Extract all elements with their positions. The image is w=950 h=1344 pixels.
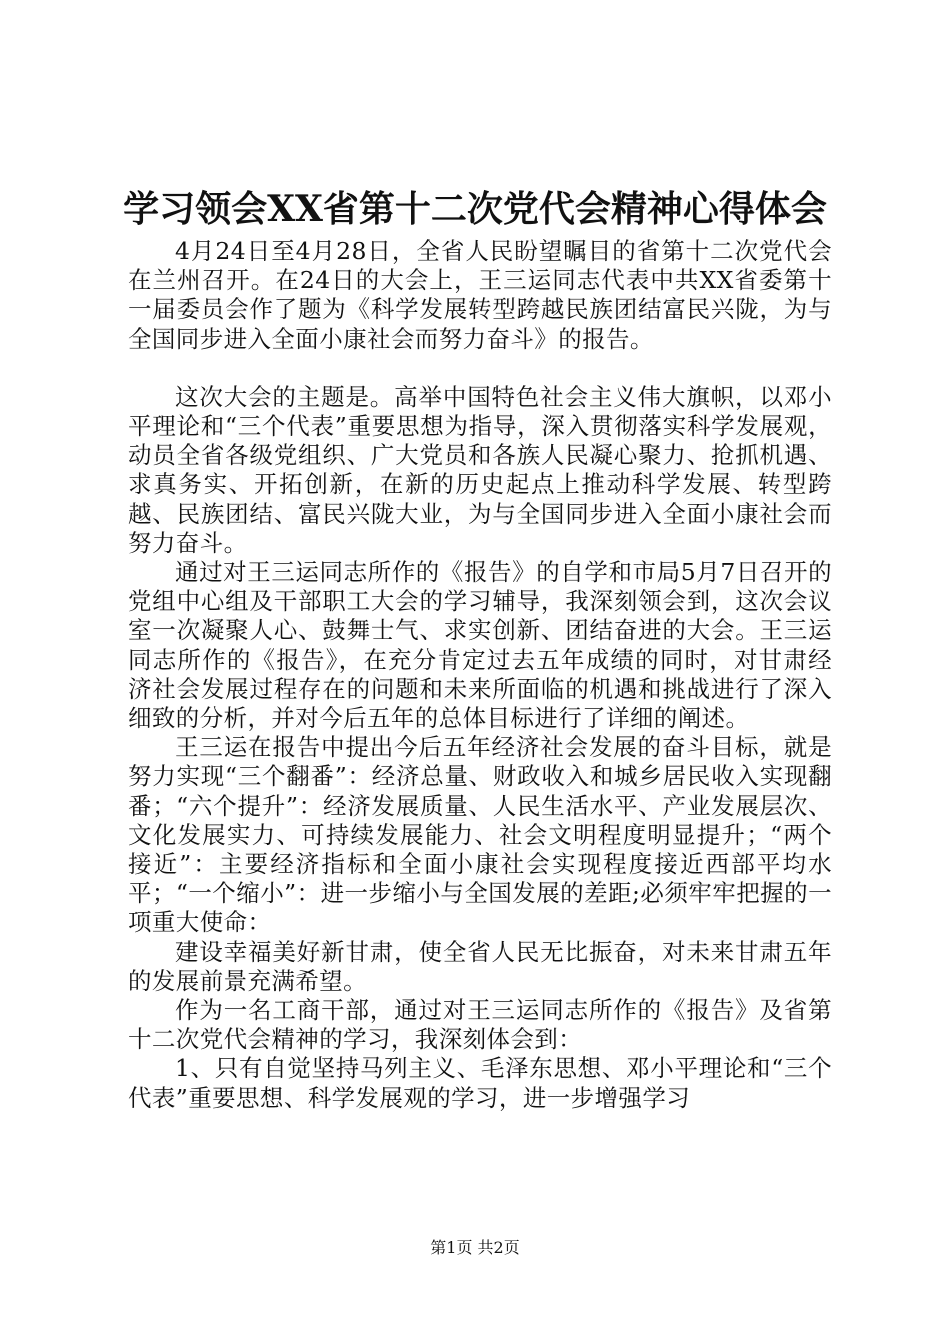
paragraph-spacer (128, 354, 832, 383)
paragraph-2: 这次大会的主题是。高举中国特色社会主义伟大旗帜，以邓小平理论和“三个代表”重要思想为指导，深入贯彻落实科学发展观，动员全省各级党组织、广大党员和各族人民凝心聚力、抢抓机遇、求真务实、开拓创新，在新的历史起点上推动科学发展、转型跨越、民族团结、富民兴陇大业，为与全国同步进入全面小康社会而努力奋斗。 (128, 382, 832, 557)
paragraph-4: 王三运在报告中提出今后五年经济社会发展的奋斗目标，就是努力实现“三个翻番”：经济总量、财政收入和城乡居民收入实现翻番；“六个提升”：经济发展质量、人民生活水平、产业发展层次、文化发展实力、可持续发展能力、社会文明程度明显提升；“两个接近”：主要经济指标和全面小康社会实现程度接近西部平均水平；“一个缩小”：进一步缩小与全国发展的差距;必须牢牢把握的一项重大使命： (128, 733, 832, 937)
paragraph-7: 1、只有自觉坚持马列主义、毛泽东思想、邓小平理论和“三个代表”重要思想、科学发展观的学习，进一步增强学习 (128, 1054, 832, 1112)
document-title: 学习领会XX省第十二次党代会精神心得体会 (123, 188, 827, 230)
page-number-footer: 第1页 共2页 (430, 1238, 520, 1257)
paragraph-1: 4月24日至4月28日，全省人民盼望瞩目的省第十二次党代会在兰州召开。在24日的大会上，王三运同志代表中共XX省委第十一届委员会作了题为《科学发展转型跨越民族团结富民兴陇，为与全国同步进入全面小康社会而努力奋斗》的报告。 (128, 237, 832, 353)
document-body (128, 237, 832, 1113)
paragraph-5: 建设幸福美好新甘肃，使全省人民无比振奋，对未来甘肃五年的发展前景充满希望。 (128, 937, 832, 995)
paragraph-3: 通过对王三运同志所作的《报告》的自学和市局5月7日召开的党组中心组及干部职工大会的学习辅导，我深刻领会到，这次会议室一次凝聚人心、鼓舞士气、求实创新、团结奋进的大会。王三运同志所作的《报告》，在充分肯定过去五年成绩的同时，对甘肃经济社会发展过程存在的问题和未来所面临的机遇和挑战进行了深入细致的分析，并对今后五年的总体目标进行了详细的阐述。 (128, 558, 832, 733)
paragraph-6: 作为一名工商干部，通过对王三运同志所作的《报告》及省第十二次党代会精神的学习，我深刻体会到： (128, 996, 832, 1054)
